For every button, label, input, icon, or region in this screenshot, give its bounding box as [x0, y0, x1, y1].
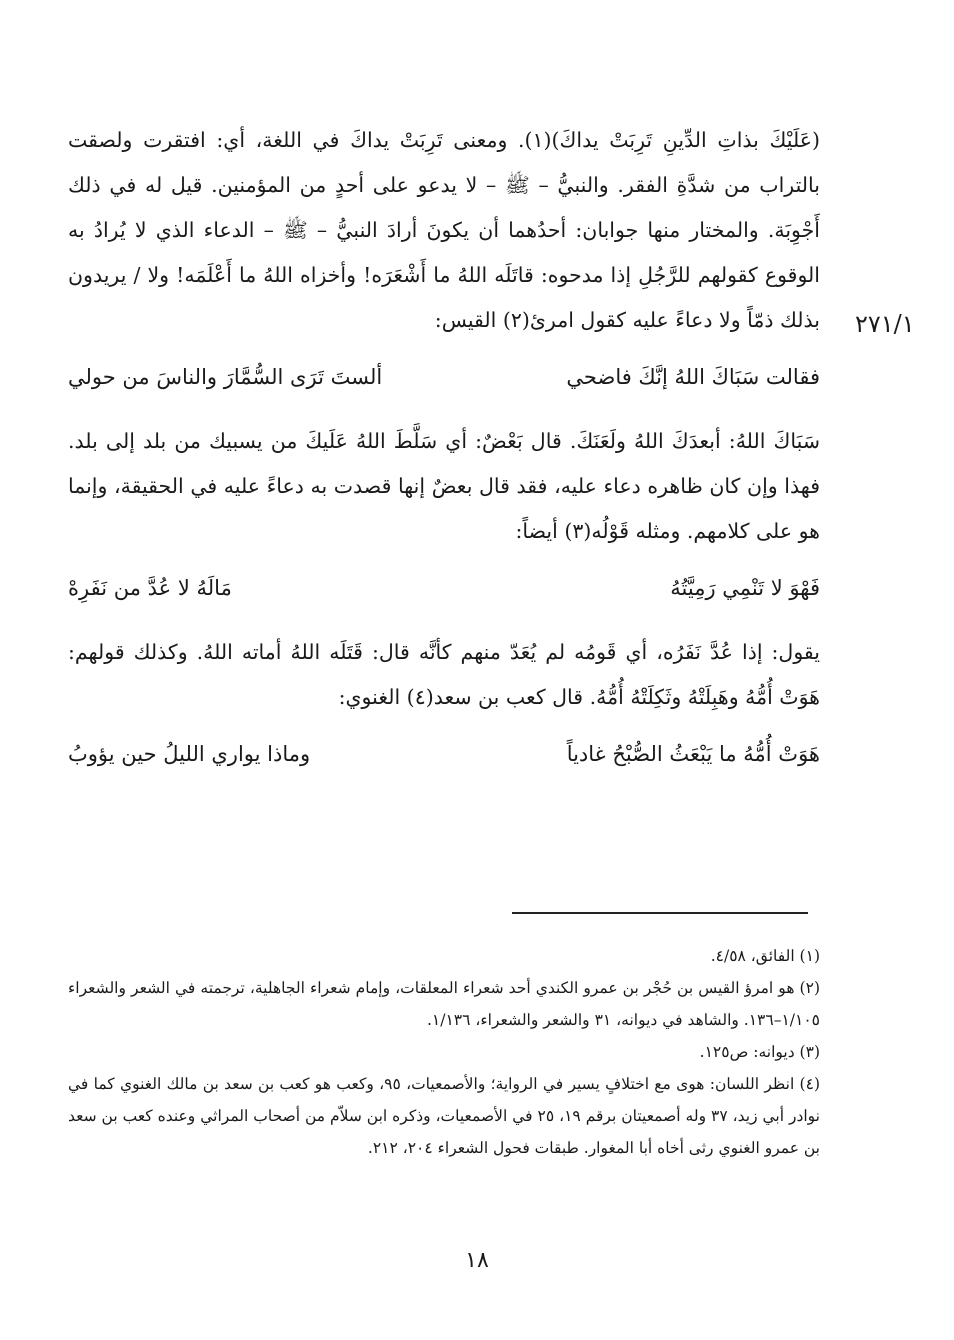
footnote-separator — [512, 912, 808, 914]
verse-2-first-hemistich: فَهْوَ لا تَنْمِي رَمِيَّتُهُ — [670, 576, 820, 600]
paragraph-1: (عَلَيْكَ بذاتِ الدِّينِ تَرِبَتْ يداكَ)(١). ومعنى تَرِبَتْ يداكَ في اللغة، أي: افتقرت ولصقت بالتراب من شدَّةِ الفقر. والنبيُّ – ﷺ – لا يدعو على أحدٍ من المؤمنين. قيل له في ذلك أَجْوِبَة. والمختار منها جوابان: أحدُهما أن يكونَ أرادَ النبيُّ – ﷺ – الدعاء الذي لا يُرادُ به الوقوع كقولهم للرَّجُلِ إذا مدحوه: قاتَلَه اللهُ ما أَشْعَرَه! وأخزاه اللهُ ما أَعْلَمَه! ولا / يريدون بذلك ذمّاً ولا دعاءً عليه كقول امرئ(٢) القيس: — [68, 128, 820, 332]
verse-1-first-hemistich: فقالت سَبَاكَ اللهُ إنَّكَ فاضحي — [566, 365, 820, 389]
marginal-reference: ٢٧١/١ — [855, 310, 915, 338]
verse-3-first-hemistich: هَوَتْ أُمُّهُ ما يَبْعَثُ الصُّبْحُ غادياً — [566, 742, 820, 766]
page-number: ١٨ — [465, 1248, 489, 1273]
verse-2-second-hemistich: مَالَهُ لا عُدَّ من نَفَرِهْ — [68, 576, 232, 600]
paragraph-3: يقول: إذا عُدَّ نَفَرُه، أي قَومُه لم يُعَدّ منهم كأنَّه قال: قَتَلَه اللهُ أماته اللهُ. وكذلك قولهم: هَوَتْ أُمُّهُ وهَبِلَتْهُ وثَكِلَتْهُ أُمُّهُ. قال كعب بن سعد(٤) الغنوي: — [68, 640, 820, 709]
verse-2 — [68, 568, 820, 608]
footnotes — [68, 940, 820, 1164]
main-text — [68, 118, 820, 774]
verse-1 — [68, 357, 820, 397]
paragraph-2: سَبَاكَ اللهُ: أبعدَكَ اللهُ ولَعَنَكَ. قال بَعْضٌ: أي سَلَّطَ اللهُ عَلَيكَ من يسبيك من بلد إلى بلد. فهذا وإن كان ظاهره دعاء عليه، فقد قال بعضٌ إنها قصدت به دعاءً عليه في الحقيقة، وإنما هو على كلامهم. ومثله قَوْلُه(٣) أيضاً: — [68, 429, 820, 543]
footnote-1: (١) الفائق، ٤/٥٨. — [710, 947, 820, 965]
verse-3 — [68, 734, 820, 774]
verse-1-second-hemistich: ألستَ تَرَى السُّمَّارَ والناسَ من حولي — [68, 365, 383, 389]
verse-3-second-hemistich: وماذا يواري الليلُ حين يؤوبُ — [68, 742, 311, 766]
footnote-4: (٤) انظر اللسان: هوى مع اختلافٍ يسير في الرواية؛ والأصمعيات، ٩٥، وكعب هو كعب بن سعد بن مالك الغنوي كما في نوادر أبي زيد، ٣٧ وله أصمعيتان برقم ١٩، ٢٥ في الأصمعيات، وذكره ابن سلاّم من أصحاب المراثي وعنده كعب بن سعد بن عمرو الغنوي رثى أخاه أبا المغوار. طبقات فحول الشعراء ٢٠٤، ٢١٢. — [68, 1075, 820, 1157]
footnote-2: (٢) هو امرؤ القيس بن حُجْر بن عمرو الكندي أحد شعراء المعلقات، وإمام شعراء الجاهلية، ترجمته في الشعر والشعراء ١/١٠٥–١٣٦. والشاهد في ديوانه، ٣١ والشعر والشعراء، ١/١٣٦. — [68, 979, 820, 1029]
footnote-3: (٣) ديوانه: ص١٢٥. — [699, 1043, 820, 1061]
